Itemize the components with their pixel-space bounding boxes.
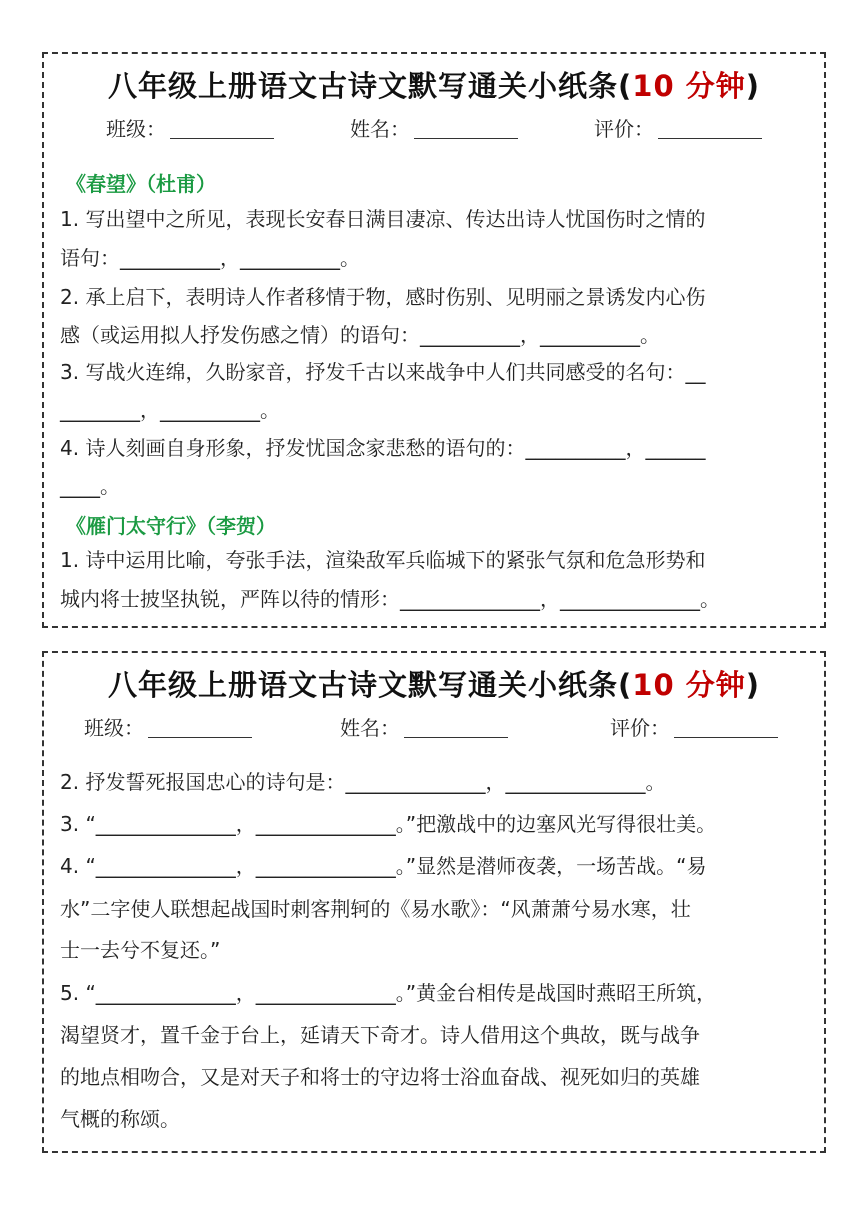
title-close: )	[745, 69, 760, 103]
title-text: 八年级上册语文古诗文默写通关小纸条(	[108, 69, 633, 103]
card-title	[44, 68, 824, 104]
section-heading-chunwang: 《春望》（杜甫）	[66, 172, 216, 196]
name-field[interactable]	[350, 116, 518, 142]
class-field[interactable]	[84, 715, 252, 741]
question-line: 3. “______________，______________。”把激战中的边塞风光写得很壮美。	[60, 812, 717, 836]
question-line: 渴望贤才，置千金于台上，延请天下奇才。诗人借用这个典故，既与战争	[60, 1023, 700, 1047]
class-label: 班级：	[106, 117, 166, 141]
question-line: 5. “______________，______________。”黄金台相传是战国时燕昭王所筑，	[60, 981, 717, 1005]
question-line: 语句：__________，__________。	[60, 246, 360, 270]
eval-field[interactable]	[594, 116, 762, 142]
question-line: 4. 诗人刻画自身形象，抒发忧国念家悲愁的语句的：__________，______	[60, 436, 706, 460]
question-line: 感（或运用拟人抒发伤感之情）的语句：__________，__________。	[60, 323, 660, 347]
class-field[interactable]	[106, 116, 274, 142]
class-blank[interactable]	[170, 118, 274, 139]
name-blank[interactable]	[414, 118, 518, 139]
worksheet-card-2	[42, 651, 826, 1153]
question-line: 2. 抒发誓死报国忠心的诗句是：______________，______________。	[60, 770, 666, 794]
eval-label: 评价：	[610, 716, 670, 740]
class-blank[interactable]	[148, 717, 252, 738]
question-line: ____。	[60, 474, 120, 498]
name-field[interactable]	[340, 715, 508, 741]
question-line: ________，__________。	[60, 398, 280, 422]
question-line: 水”二字使人联想起战国时刺客荆轲的《易水歌》：“风萧萧兮易水寒，壮	[60, 897, 691, 921]
title-text: 八年级上册语文古诗文默写通关小纸条(	[108, 668, 633, 702]
eval-blank[interactable]	[674, 717, 778, 738]
eval-blank[interactable]	[658, 118, 762, 139]
title-time: 10 分钟	[632, 69, 746, 103]
question-line: 城内将士披坚执锐，严阵以待的情形：______________，______________。	[60, 587, 720, 611]
eval-label: 评价：	[594, 117, 654, 141]
question-line: 的地点相吻合，又是对天子和将士的守边将士浴血奋战、视死如归的英雄	[60, 1065, 700, 1089]
section-heading-yanmen: 《雁门太守行》（李贺）	[66, 514, 276, 538]
title-close: )	[745, 668, 760, 702]
worksheet-card-1	[42, 52, 826, 628]
question-line: 士一去兮不复还。”	[60, 938, 221, 962]
question-line: 4. “______________，______________。”显然是潜师夜袭，一场苦战。“易	[60, 854, 707, 878]
question-line: 气概的称颂。	[60, 1107, 180, 1131]
question-line: 2. 承上启下，表明诗人作者移情于物，感时伤别、见明丽之景诱发内心伤	[60, 285, 706, 309]
card-title	[44, 667, 824, 703]
class-label: 班级：	[84, 716, 144, 740]
question-line: 1. 写出望中之所见，表现长安春日满目凄凉、传达出诗人忧国伤时之情的	[60, 207, 706, 231]
question-line: 1. 诗中运用比喻，夸张手法，渲染敌军兵临城下的紧张气氛和危急形势和	[60, 548, 706, 572]
name-label: 姓名：	[340, 716, 400, 740]
title-time: 10 分钟	[632, 668, 746, 702]
eval-field[interactable]	[610, 715, 778, 741]
question-line: 3. 写战火连绵，久盼家音，抒发千古以来战争中人们共同感受的名句：__	[60, 360, 706, 384]
name-blank[interactable]	[404, 717, 508, 738]
name-label: 姓名：	[350, 117, 410, 141]
